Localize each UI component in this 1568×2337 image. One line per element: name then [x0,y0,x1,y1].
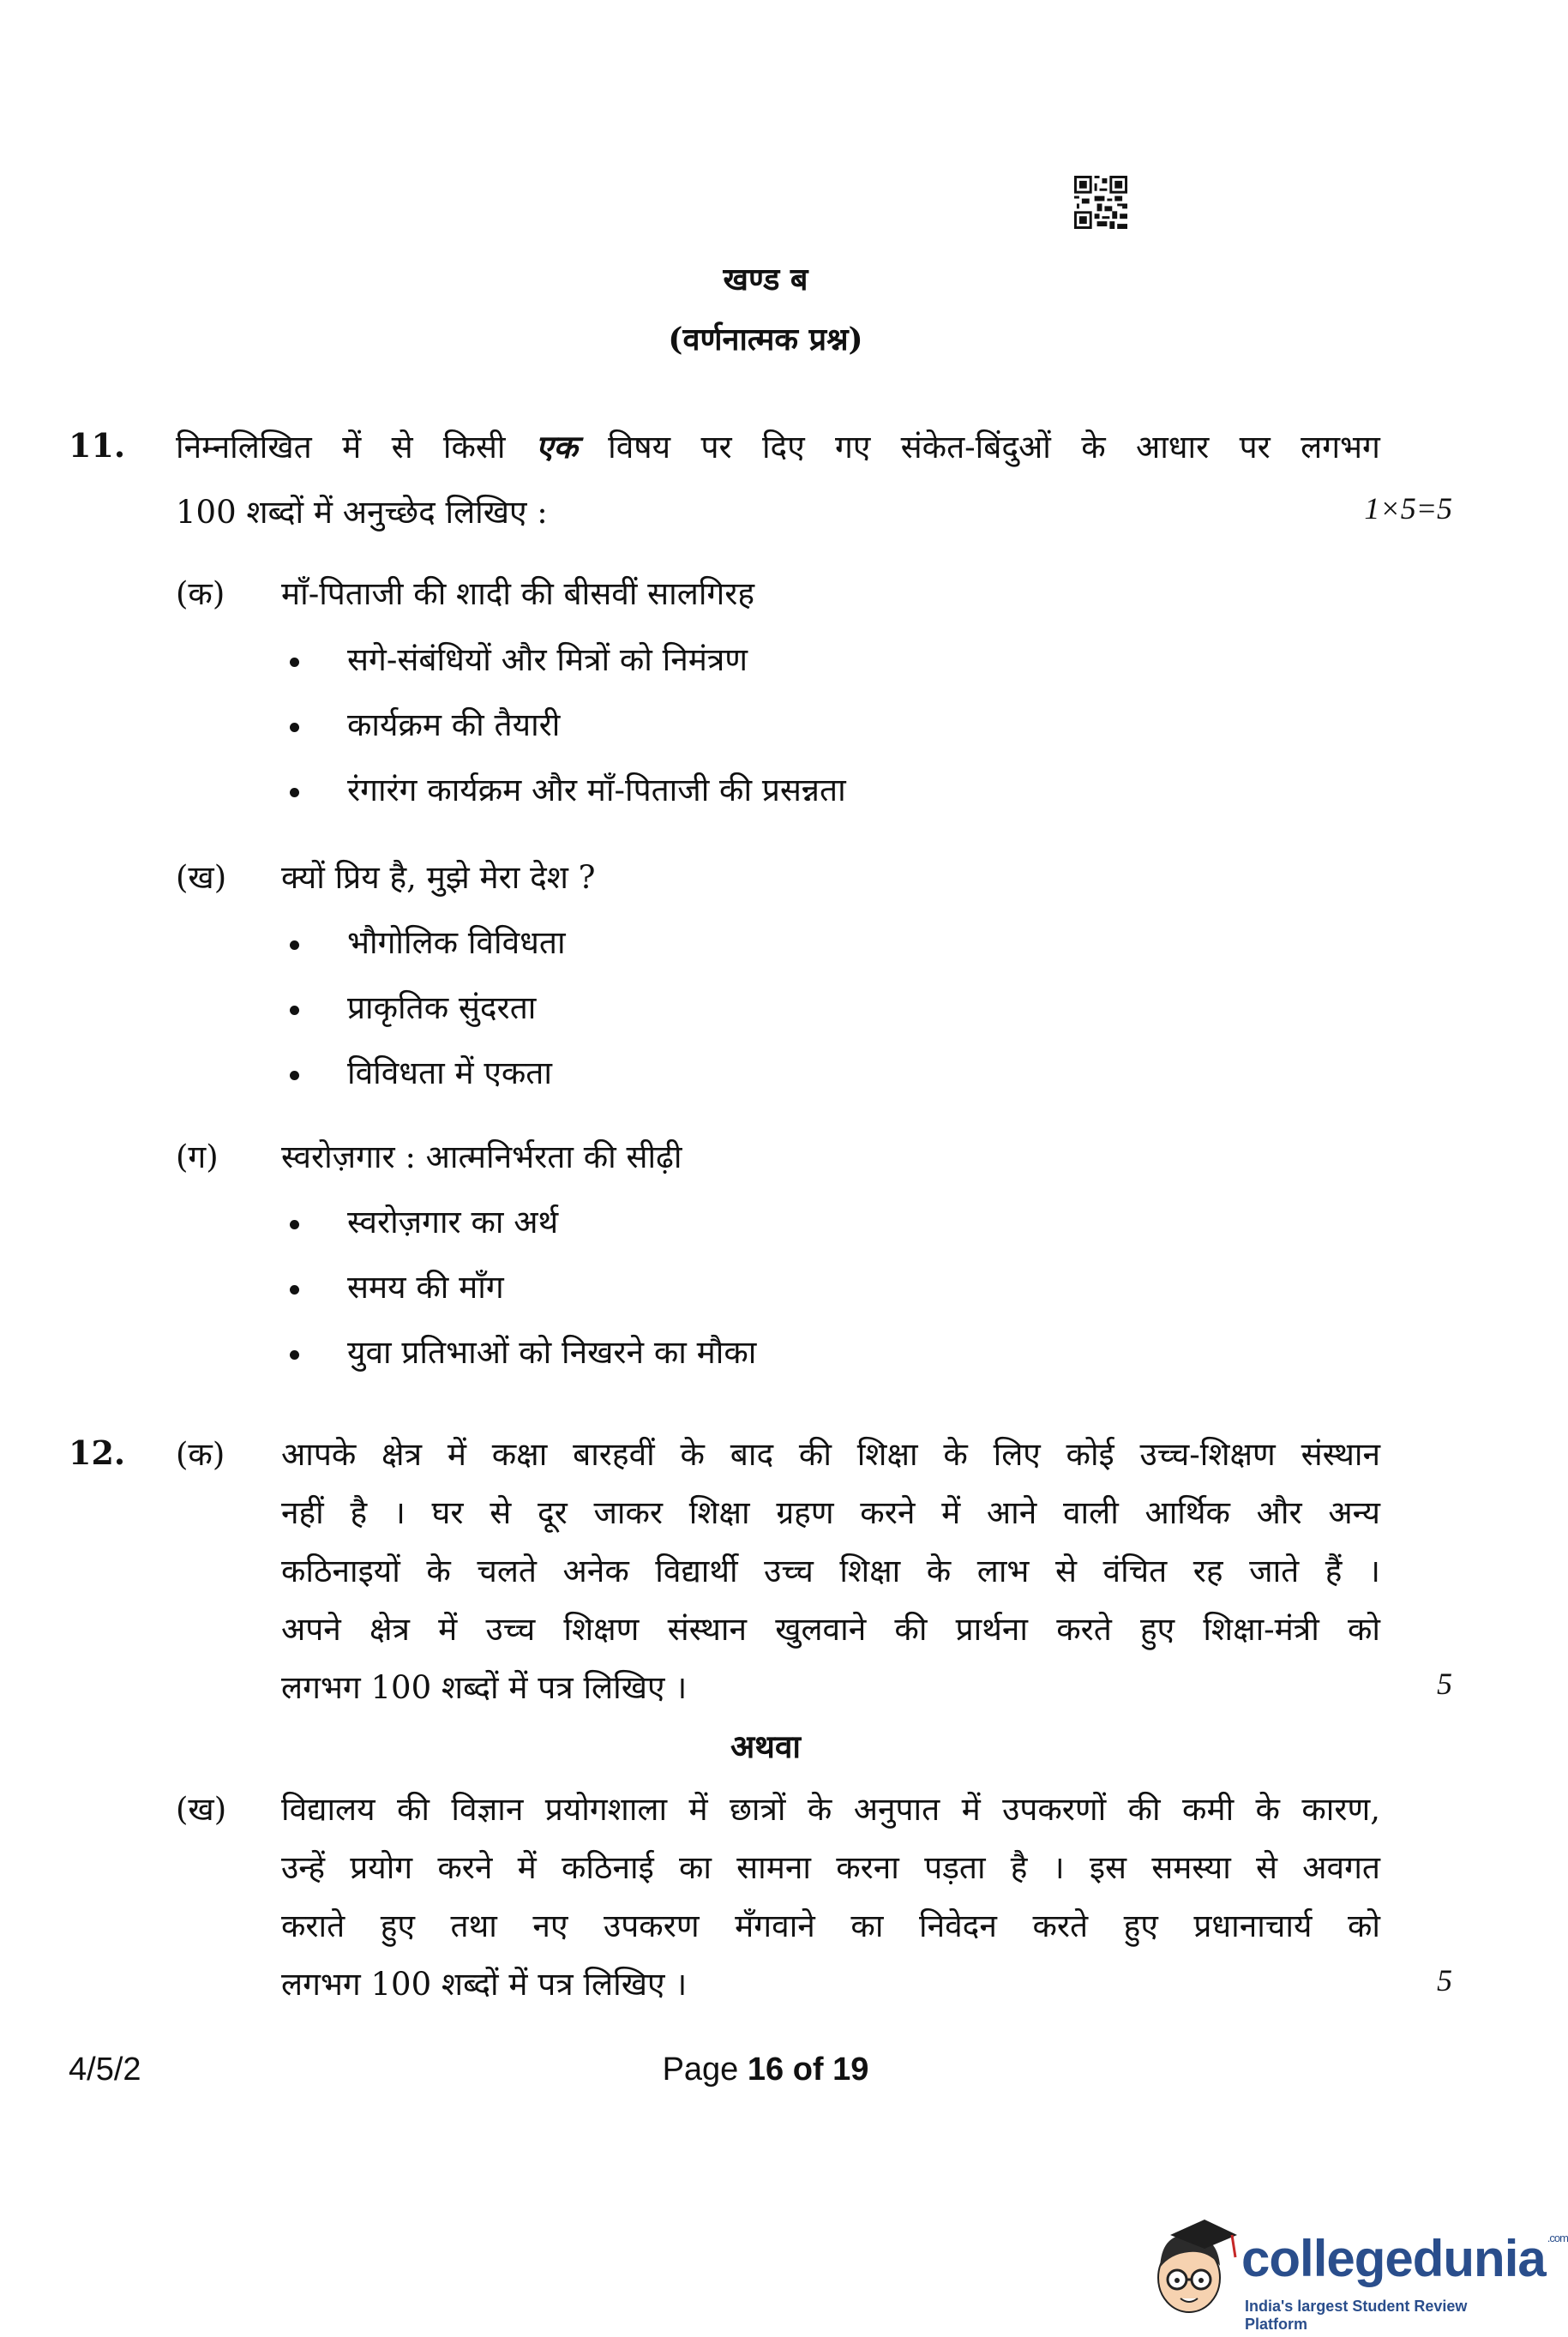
option-point: समय की माँग [347,1269,504,1306]
paragraph-line: उन्हें प्रयोग करने में कठिनाई का सामना करना पड़ता है । इस समस्या से अवगत [281,1849,1380,1886]
bullet-icon [290,1350,299,1360]
paragraph-line: कराते हुए तथा नए उपकरण मँगवाने का निवेदन करते हुए प्रधानाचार्य को [281,1907,1380,1944]
paragraph-line: लगभग 100 शब्दों में पत्र लिखिए । [281,1669,688,1706]
question-12-number: 12. [69,1433,126,1472]
paragraph-line: नहीं है । घर से दूर जाकर शिक्षा ग्रहण करने में आने वाली आर्थिक और अन्य [281,1494,1380,1531]
option-point: कार्यक्रम की तैयारी [347,706,561,743]
option-point: रंगारंग कार्यक्रम और माँ-पिताजी की प्रसन्नता [347,772,846,808]
option-point: युवा प्रतिभाओं को निखरने का मौका [347,1334,757,1371]
question-11-marks: 1×5=5 [1364,491,1452,526]
question-11-line-2: 100 शब्दों में अनुच्छेद लिखिए : [176,494,548,531]
bullet-icon [290,658,299,667]
brand-tagline: India's largest Student Review Platform [1245,2298,1468,2333]
paper-code: 4/5/2 [69,2052,141,2088]
paragraph-line: अपने क्षेत्र में उच्च शिक्षण संस्थान खुलवाने की प्रार्थना करते हुए शिक्षा-मंत्री को [281,1611,1380,1648]
option-label: (क) [176,575,225,612]
option-title: क्यों प्रिय है, मुझे मेरा देश ? [281,859,596,896]
option-point: स्वरोज़गार का अर्थ [347,1204,559,1241]
question-12a-marks: 5 [1437,1667,1452,1701]
bullet-icon [290,1220,299,1229]
bullet-icon [290,1285,299,1295]
emphasis-one: एक [535,428,578,466]
question-12b-marks: 5 [1437,1963,1452,1998]
paragraph-line: विद्यालय की विज्ञान प्रयोगशाला में छात्रों के अनुपात में उपकरणों की कमी के कारण, [281,1791,1380,1828]
paragraph-line: आपके क्षेत्र में कक्षा बारहवीं के बाद की शिक्षा के लिए कोई उच्च-शिक्षण संस्थान [281,1436,1380,1473]
option-point: विविधता में एकता [347,1054,552,1091]
option-label: (क) [176,1436,225,1473]
option-label: (ख) [176,859,227,896]
paragraph-line: लगभग 100 शब्दों में पत्र लिखिए । [281,1966,688,2003]
page-number: Page 16 of 19 [662,2052,869,2088]
question-11-line-1: निम्नलिखित में से किसी एक विषय पर दिए गए संकेत-बिंदुओं के आधार पर लगभग [176,424,1380,467]
brand-name: collegedunia $^{.com}$ [1241,2230,1568,2287]
question-11-number: 11. [69,426,126,465]
option-title: माँ-पिताजी की शादी की बीसवीं सालगिरह [281,575,755,612]
section-title: खण्ड ब [723,261,808,297]
bullet-icon [290,788,299,797]
option-label: (ख) [176,1791,227,1828]
or-separator: अथवा [730,1727,802,1765]
option-point: भौगोलिक विविधता [347,924,566,961]
section-subtitle: (वर्णनात्मक प्रश्न) [668,321,863,357]
option-point: प्राकृतिक सुंदरता [347,989,537,1026]
option-title: स्वरोज़गार : आत्मनिर्भरता की सीढ़ी [281,1138,682,1175]
option-point: सगे-संबंधियों और मित्रों को निमंत्रण [347,641,748,678]
bullet-icon [290,940,299,950]
bullet-icon [290,1071,299,1080]
qr-code [1074,176,1127,229]
bullet-icon [290,723,299,732]
paragraph-line: कठिनाइयों के चलते अनेक विद्यार्थी उच्च शिक्षा के लाभ से वंचित रह जाते हैं । [281,1553,1380,1589]
option-label: (ग) [176,1138,219,1175]
bullet-icon [290,1006,299,1015]
